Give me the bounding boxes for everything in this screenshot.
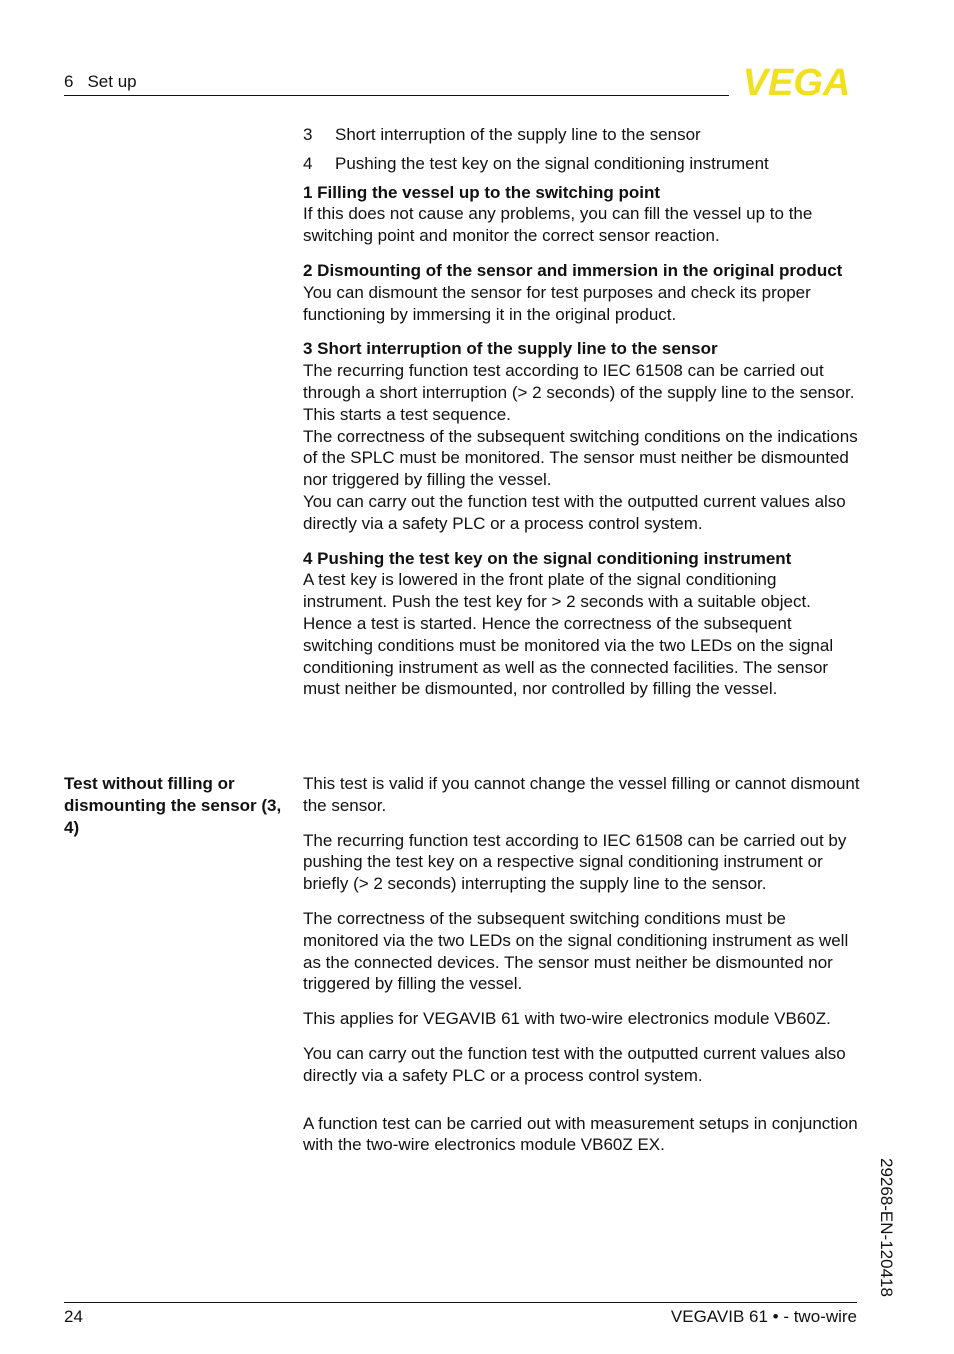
header-divider: [64, 95, 729, 96]
dismounting-block: [303, 260, 863, 325]
step-item: [303, 124, 863, 146]
paragraph: This applies for VEGAVIB 61 with two-wire electronics module VB60Z.: [303, 1009, 831, 1029]
interruption-text-2: The correctness of the subsequent switching conditions on the indications of the SPLC must be monitored. The sensor must neither be dismounted nor triggered by filling the vessel.: [303, 426, 858, 490]
step-number: 3: [303, 125, 313, 144]
dismounting-heading: 2 Dismounting of the sensor and immersion in the original product: [303, 260, 843, 280]
paragraph: The correctness of the subsequent switching conditions must be monitored via the two LEDs on the signal conditioning instrument as well as the connected devices. The sensor must neither be dismounted nor triggered by filling the vessel.: [303, 908, 849, 994]
paragraph: This test is valid if you cannot change the vessel filling or cannot dismount the sensor.: [303, 774, 860, 815]
header-section: [64, 71, 137, 93]
logo-text: VEGA: [742, 66, 851, 97]
footer-product: VEGAVIB 61 • - two-wire: [670, 1307, 857, 1326]
main-content: [303, 124, 863, 713]
test-key-heading: 4 Pushing the test key on the signal conditioning instrument: [303, 548, 792, 568]
paragraph: A function test can be carried out with measurement setups in conjunction with the two-wire electronics module VB60Z EX.: [303, 1113, 858, 1155]
test-key-text: A test key is lowered in the front plate of the signal conditioning instrument. Push the test key for > 2 seconds with a suitable object. Hence a test is started. Hence the correctness of the subsequent switching conditions must be monitored via the two LEDs on the signal conditioning instrument as well as the connected facilities. The sensor must neither be dismounted, nor controlled by filling the vessel.: [303, 570, 834, 699]
document-code: 29268-EN-120418: [877, 1158, 896, 1297]
filling-heading: 1 Filling the vessel up to the switching point: [303, 182, 661, 202]
vega-logo: [735, 66, 858, 97]
interruption-heading: 3 Short interruption of the supply line to the sensor: [303, 339, 718, 359]
filling-block: [303, 182, 863, 247]
step-number: 4: [303, 153, 313, 173]
section-title: Set up: [87, 72, 137, 91]
footer-divider: [64, 1302, 857, 1303]
section-2-content: [303, 773, 863, 1169]
page-number: 24: [64, 1307, 83, 1326]
step-text: Pushing the test key on the signal conditioning instrument: [335, 153, 769, 173]
paragraph: The recurring function test according to IEC 61508 can be carried out by pushing the test key on a respective signal conditioning instrument or briefly (> 2 seconds) interrupting the supply line to the sensor.: [303, 830, 847, 894]
side-heading: Test without filling or dismounting the sensor (3, 4): [64, 774, 282, 837]
section-number: 6: [64, 72, 74, 91]
dismounting-text: You can dismount the sensor for test purposes and check its proper functioning by immersing it in the original product.: [303, 282, 811, 324]
interruption-text: The recurring function test according to IEC 61508 can be carried out through a short interruption (> 2 seconds) of the supply line to the sensor. This starts a test sequence.: [303, 361, 855, 424]
step-item: [303, 153, 863, 175]
test-key-block: [303, 548, 863, 701]
interruption-block: [303, 338, 863, 534]
paragraph: You can carry out the function test with the outputted current values also directly via a safety PLC or a process control system.: [303, 1043, 846, 1085]
filling-text: If this does not cause any problems, you can fill the vessel up to the switching point and monitor the correct sensor reaction.: [303, 204, 813, 246]
interruption-text-3: You can carry out the function test with the outputted current values also directly via a safety PLC or a process control system.: [303, 491, 846, 533]
step-text: Short interruption of the supply line to the sensor: [335, 125, 701, 144]
